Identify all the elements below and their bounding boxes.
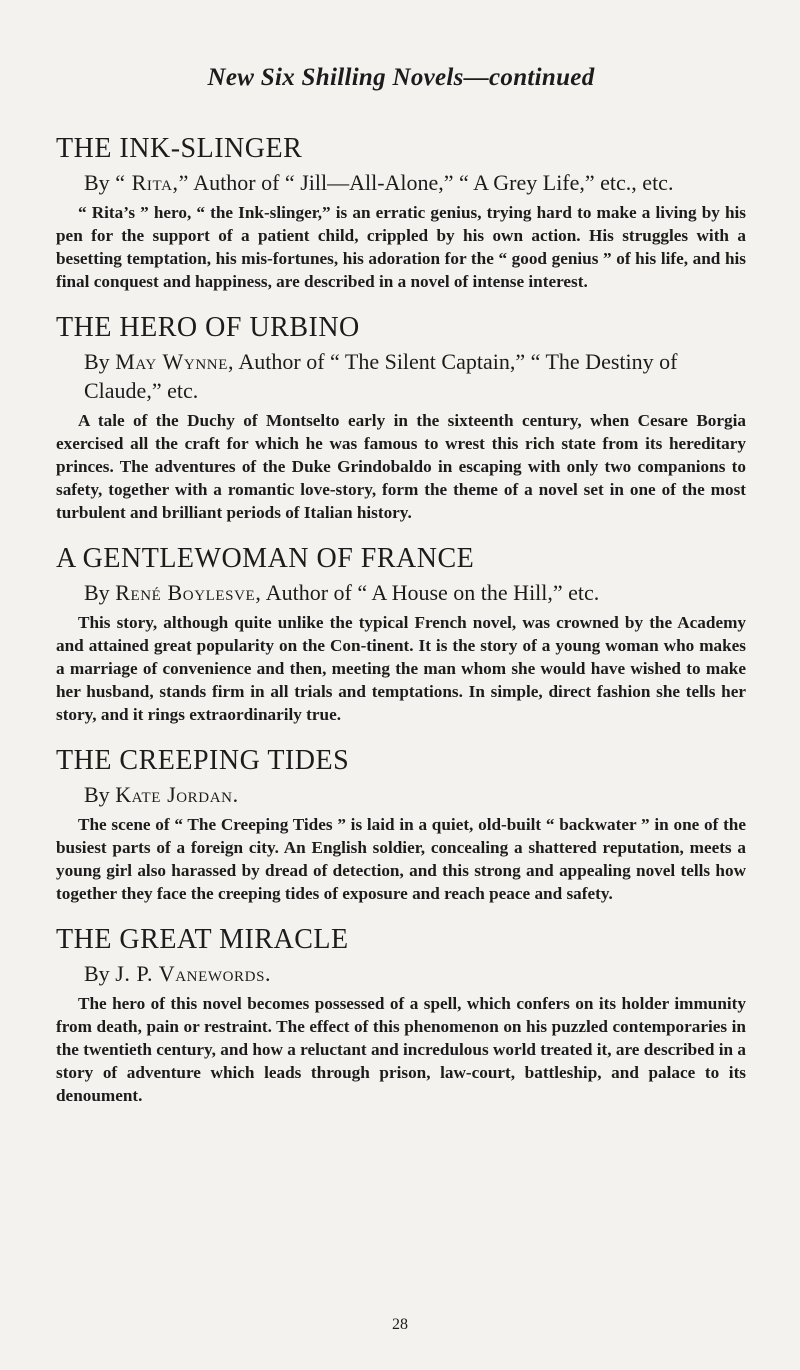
entry-byline xyxy=(84,347,746,405)
byline-by: By xyxy=(84,170,116,195)
entry-title: THE HERO OF URBINO xyxy=(56,312,360,343)
byline-by: By xyxy=(84,580,116,605)
byline-by: By xyxy=(84,782,116,807)
entry-byline xyxy=(84,780,746,809)
author-name: “ Rita,” xyxy=(115,170,189,195)
entry-description: The scene of “ The Creeping Tides ” is laid in a quiet, old-built “ backwater ” in one of the busiest parts of a foreign city. An English soldier, concealing a shattered reputation, meets a young girl also harassed by dread of detection, and this strong and appealing novel tells how together they face the creeping tides of exposure and reach peace and safety. xyxy=(56,815,746,903)
entry-byline xyxy=(84,959,746,988)
byline-rest: Author of “ Jill—All-Alone,” “ A Grey Life,” etc., etc. xyxy=(188,170,674,195)
entry-title: THE CREEPING TIDES xyxy=(56,745,350,776)
author-name: Kate Jordan. xyxy=(115,782,239,807)
entry-hero-of-urbino xyxy=(56,311,746,524)
entry-title: THE INK-SLINGER xyxy=(56,133,303,164)
entry-gentlewoman-of-france xyxy=(56,542,746,726)
entry-description: “ Rita’s ” hero, “ the Ink-slinger,” is an erratic genius, trying hard to make a living by his pen for the support of a patient child, crippled by his own action. His struggles with a besetting temptation, his mis-fortunes, his adoration for the “ good genius ” of his life, and his final conquest and happiness, are described in a novel of intense interest. xyxy=(56,203,746,291)
entry-byline xyxy=(84,578,746,607)
entry-description: This story, although quite unlike the typical French novel, was crowned by the Academy and attained great popularity on the Con-tinent. It is the story of a young woman who makes a marriage of convenience and then, meeting the man whom she would have wished to make her husband, stands firm in all trials and temptations. In simple, direct fashion she tells her story, and it rings extraordinarily true. xyxy=(56,613,746,724)
author-name: René Boylesve, xyxy=(115,580,262,605)
author-name: May Wynne, xyxy=(115,349,235,374)
entry-ink-slinger xyxy=(56,132,746,293)
author-name: J. P. Vanewords. xyxy=(115,961,272,986)
entry-great-miracle xyxy=(56,923,746,1107)
entry-title: THE GREAT MIRACLE xyxy=(56,924,349,955)
book-page xyxy=(56,64,746,1125)
byline-by: By xyxy=(84,349,116,374)
byline-rest: Author of “ A House on the Hill,” etc. xyxy=(261,580,600,605)
entry-description: The hero of this novel becomes possessed of a spell, which confers on its holder immunity from death, pain or restraint. The effect of this phenomenon on his puzzled contemporaries in the twentieth century, and how a reluctant and incredulous world treated it, are described in a story of adventure which leads through prison, law-court, battleship, and palace to its denoument. xyxy=(56,994,746,1105)
byline-by: By xyxy=(84,961,116,986)
entry-byline xyxy=(84,168,746,197)
byline-rest: Author of “ The Silent Captain,” “ The Destiny of Claude,” etc. xyxy=(84,349,678,403)
running-head: New Six Shilling Novels—continued xyxy=(207,64,595,91)
entry-creeping-tides xyxy=(56,744,746,905)
entry-description: A tale of the Duchy of Montselto early in the sixteenth century, when Cesare Borgia exercised all the craft for which he was famous to wrest this rich state from its hereditary princes. The adventures of the Duke Grindobaldo in escaping with only two companions to safety, together with a romantic love-story, form the theme of a novel set in one of the most turbulent and brilliant periods of Italian history. xyxy=(56,411,746,522)
entry-title: A GENTLEWOMAN OF FRANCE xyxy=(56,543,475,574)
page-number: 28 xyxy=(392,1316,408,1333)
